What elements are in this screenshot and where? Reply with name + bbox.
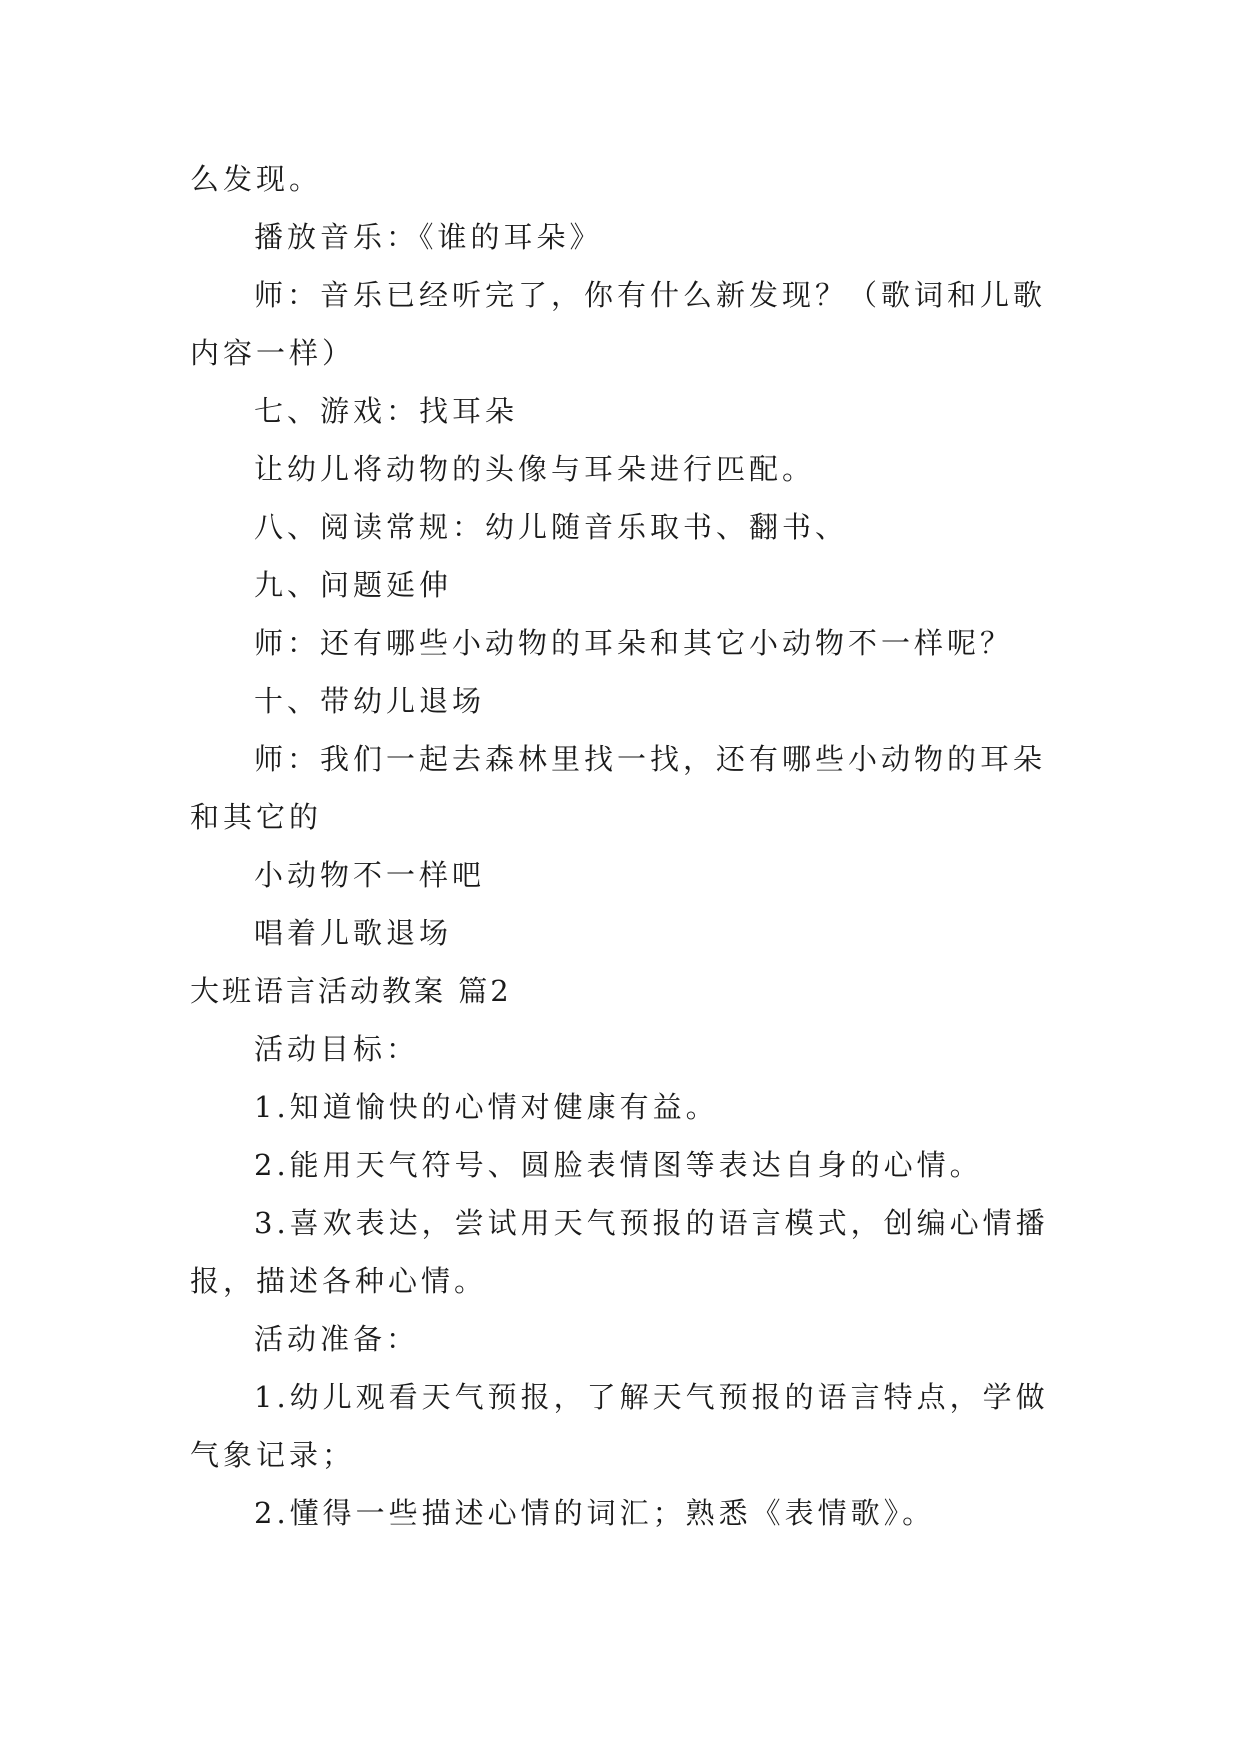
paragraph: 师：音乐已经听完了，你有什么新发现？（歌词和儿歌内容一样） <box>190 278 1047 370</box>
paragraph: 2.能用天气符号、圆脸表情图等表达自身的心情。 <box>254 1148 983 1182</box>
paragraph: 小动物不一样吧 <box>254 858 486 892</box>
paragraph: 3.喜欢表达，尝试用天气预报的语言模式，创编心情播报，描述各种心情。 <box>190 1206 1049 1298</box>
paragraph: 九、问题延伸 <box>254 568 453 602</box>
paragraph: 师：还有哪些小动物的耳朵和其它小动物不一样呢？ <box>254 626 1014 660</box>
paragraph: 八、阅读常规：幼儿随音乐取书、翻书、 <box>254 510 849 544</box>
paragraph: 活动目标： <box>254 1032 420 1066</box>
paragraph: 十、带幼儿退场 <box>254 684 486 718</box>
paragraph: 2.懂得一些描述心情的词汇；熟悉《表情歌》。 <box>254 1496 936 1530</box>
paragraph: 么发现。 <box>190 162 323 196</box>
document-body <box>190 150 1070 1542</box>
paragraph: 活动准备： <box>254 1322 420 1356</box>
paragraph: 七、游戏：找耳朵 <box>254 394 519 428</box>
paragraph: 1.知道愉快的心情对健康有益。 <box>254 1090 719 1124</box>
paragraph: 1.幼儿观看天气预报，了解天气预报的语言特点，学做气象记录； <box>190 1380 1049 1472</box>
paragraph: 唱着儿歌退场 <box>254 916 453 950</box>
section-heading: 大班语言活动教案 篇2 <box>190 974 512 1008</box>
paragraph: 让幼儿将动物的头像与耳朵进行匹配。 <box>254 452 816 486</box>
paragraph: 师：我们一起去森林里找一找，还有哪些小动物的耳朵和其它的 <box>190 742 1047 834</box>
paragraph: 播放音乐：《谁的耳朵》 <box>254 220 603 254</box>
